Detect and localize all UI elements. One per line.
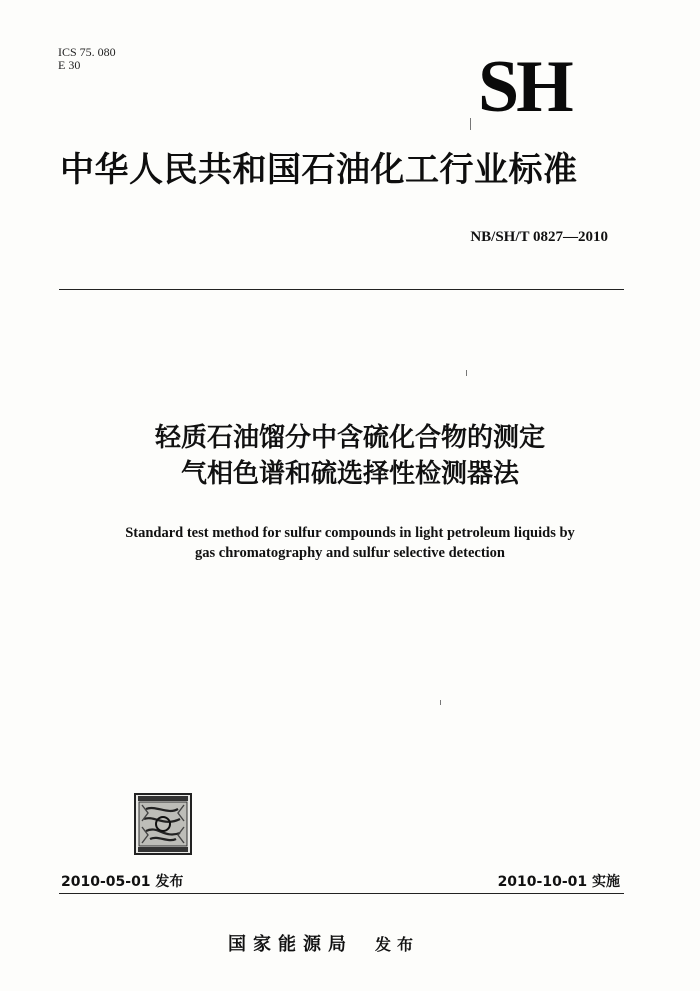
publish-action: 发布 [375, 935, 420, 954]
scan-speck [440, 700, 441, 705]
english-title-line-1: Standard test method for sulfur compounds in light petroleum liquids by [125, 525, 575, 541]
chinese-title-line-2: 气相色谱和硫选择性检测器法 [180, 459, 519, 489]
publisher-line [228, 930, 419, 956]
issue-date: 2010-05-01 发布 [61, 874, 184, 890]
top-divider [59, 289, 624, 290]
implementation-date: 2010-10-01 实施 [497, 874, 620, 890]
sh-logo: SH [478, 46, 571, 128]
chinese-title [60, 420, 640, 492]
bottom-divider [59, 893, 624, 894]
scan-speck [466, 370, 467, 376]
english-title-line-2: gas chromatography and sulfur selective detection [195, 545, 505, 561]
publisher-name: 国家能源局 [228, 934, 353, 955]
ics-code: ICS 75. 080 [58, 45, 116, 59]
anti-counterfeit-stamp-icon [134, 793, 192, 855]
english-title [60, 523, 640, 563]
chinese-title-line-1: 轻质石油馏分中含硫化合物的测定 [154, 423, 545, 453]
category-code: E 30 [58, 58, 81, 72]
standard-number: NB/SH/T 0827—2010 [470, 229, 608, 245]
classification-codes [58, 46, 116, 72]
scan-speck [470, 118, 471, 130]
industry-standard-title: 中华人民共和国石油化工行业标准 [60, 150, 578, 190]
